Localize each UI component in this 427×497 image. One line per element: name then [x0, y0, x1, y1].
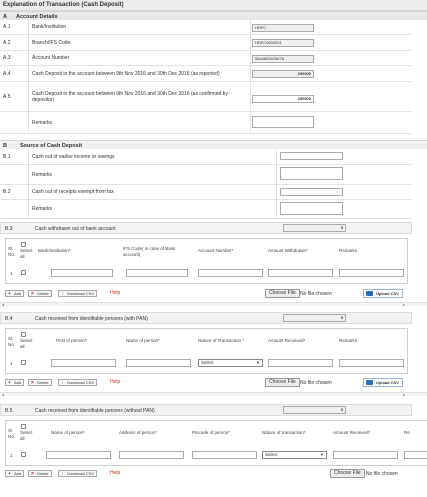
add-button[interactable]: + Add: [5, 379, 24, 386]
section-b-letter: B: [3, 142, 7, 149]
section-b-title: Source of Cash Deposit: [20, 142, 83, 149]
row-b4: [0, 312, 412, 324]
scroll-left-icon: ◂: [2, 392, 5, 397]
col-remarks-partial: Re: [404, 430, 410, 435]
col-ifs: IFS Code( in case of Bank account): [123, 246, 176, 257]
close-icon: ×: [31, 470, 34, 477]
b1-remarks-label: Remarks: [32, 171, 53, 178]
col-amount-received: Amount Received*: [333, 430, 371, 435]
upload-csv-button[interactable]: Upload CSV: [363, 289, 403, 298]
download-csv-button[interactable]: ↓ Download CSV: [58, 379, 97, 386]
col-name: Name of person*: [126, 338, 160, 343]
section-a-header: [0, 11, 427, 20]
chevron-down-icon: ▼: [256, 360, 260, 365]
horizontal-scrollbar[interactable]: [0, 392, 427, 396]
select-all-checkbox[interactable]: [21, 332, 26, 337]
b5-label: Cash received from identifiable persons (without PAN): [35, 408, 155, 414]
bank-institution-field[interactable]: HDFC: [252, 24, 314, 32]
row-a4: [0, 66, 412, 82]
b3-label: Cash withdrawn out of bank account: [35, 226, 116, 232]
row-number: A.4: [3, 70, 11, 77]
b1-amount-field[interactable]: [280, 152, 343, 160]
row-number: 1: [10, 361, 13, 366]
pincode-input[interactable]: [192, 451, 257, 459]
row-number: A.5: [3, 93, 11, 100]
col-pincode: Pincode of person*: [192, 430, 231, 435]
col-amount-withdrawn: Amount Withdrawn*: [268, 248, 308, 253]
col-amount-received: Amount Received*: [268, 338, 306, 343]
amount-withdrawn-input[interactable]: [268, 269, 333, 277]
col-nature: Nature of Transaction *: [198, 338, 245, 343]
help-link[interactable]: Help: [110, 290, 121, 296]
col-pan: PAN of person*: [56, 338, 87, 343]
remarks-input[interactable]: [404, 451, 427, 459]
scroll-right-icon: ▸: [402, 302, 405, 307]
scroll-right-icon: ▸: [402, 392, 405, 397]
account-number-label: Account Number: [32, 55, 70, 61]
address-input[interactable]: [119, 451, 184, 459]
b2-remarks-field[interactable]: [280, 202, 343, 215]
row-a1: [0, 20, 412, 35]
choose-file-button[interactable]: Choose File: [330, 469, 365, 478]
help-link[interactable]: Help: [110, 470, 121, 476]
download-csv-button[interactable]: ↓ Download CSV: [58, 470, 97, 477]
ifs-input[interactable]: [126, 269, 188, 277]
col-sl-no: Sl. No.: [8, 246, 16, 257]
add-button[interactable]: + Add: [5, 470, 24, 477]
row-number: B.2: [3, 189, 11, 195]
row-a3: [0, 51, 412, 66]
row-number: 1: [10, 271, 13, 276]
row-b1: [0, 149, 412, 165]
col-nature: Nature of transaction*: [262, 430, 306, 435]
col-select-all: Select all: [20, 338, 33, 349]
branch-ifs-field[interactable]: HDFC0000001: [252, 39, 314, 47]
branch-ifs-label: Branch/IFS Code: [32, 39, 71, 46]
b1-label: Cash out of earlier income or savings: [32, 153, 115, 160]
delete-button[interactable]: × Delete: [28, 470, 52, 477]
name-input[interactable]: [126, 359, 191, 367]
delete-button[interactable]: × Delete: [28, 290, 52, 297]
row-number: B.3: [5, 226, 13, 232]
help-link[interactable]: Help: [110, 379, 121, 385]
download-csv-button[interactable]: ↓ Download CSV: [58, 290, 97, 297]
cash-deposit-reported-field[interactable]: 250000: [252, 70, 314, 78]
col-remarks: Remarks: [339, 338, 358, 343]
no-file-text: No file chosen: [366, 471, 398, 477]
row-checkbox[interactable]: [21, 360, 26, 365]
upload-icon: [366, 380, 373, 385]
bank-institution-label: Bank/Institution: [32, 24, 67, 30]
row-number: B.1: [3, 153, 11, 160]
section-b-header: [0, 140, 427, 149]
b3-table: [5, 238, 408, 284]
b3-total-field[interactable]: 0: [283, 224, 346, 232]
name-input[interactable]: [46, 451, 111, 459]
row-a5: [0, 82, 412, 112]
col-sl-no: Sl. No.: [8, 336, 16, 347]
select-all-checkbox[interactable]: [21, 424, 26, 429]
b4-total-field[interactable]: 0: [283, 314, 346, 322]
row-number: A.2: [3, 39, 11, 46]
col-select-all: Select all: [20, 430, 33, 441]
col-remarks: Remarks: [339, 248, 358, 253]
b1-remarks-field[interactable]: [280, 167, 343, 180]
upload-csv-button[interactable]: Upload CSV: [363, 378, 403, 387]
section-a-title: Account Details: [16, 13, 58, 20]
account-number-input[interactable]: [198, 269, 263, 277]
plus-icon: +: [8, 290, 11, 297]
row-number: 1: [10, 453, 13, 458]
choose-file-button[interactable]: Choose File: [265, 378, 300, 387]
horizontal-scrollbar[interactable]: [0, 302, 427, 306]
b5-total-field[interactable]: 0: [283, 406, 346, 414]
amount-received-input[interactable]: [333, 451, 398, 459]
chevron-down-icon: ▼: [320, 452, 324, 457]
upload-icon: [366, 291, 373, 296]
cash-deposit-confirmed-label: Cash Deposit in the account between 9th Nov 2016 and 30th Dec 2016 (as confirmed by depositor): [32, 90, 228, 103]
row-b1-remarks: [0, 165, 412, 185]
account-number-field[interactable]: 5544653025676: [252, 55, 314, 63]
col-select-all: Select all: [20, 248, 33, 259]
row-b2: [0, 185, 412, 200]
remarks-label: Remarks: [32, 119, 53, 126]
row-a-remarks: [0, 112, 412, 134]
download-icon: ↓: [61, 470, 64, 477]
b2-label: Cash out of receipts exempt from tax: [32, 189, 114, 195]
no-file-text: No file chosen: [300, 291, 332, 297]
b4-table: [5, 328, 408, 374]
nature-select[interactable]: Select ▼: [262, 451, 327, 459]
row-b5: [0, 404, 412, 416]
row-b2-remarks: [0, 200, 412, 219]
cash-deposit-reported-label: Cash Deposit in the account between 9th Nov 2016 and 30th Dec 2016 (as reported): [32, 70, 220, 77]
row-checkbox[interactable]: [21, 270, 26, 275]
col-address: Address of person*: [119, 430, 158, 435]
section-a-letter: A: [3, 13, 7, 20]
download-icon: ↓: [61, 379, 64, 386]
pan-input[interactable]: [51, 359, 116, 367]
page-title: Explanation of Transaction (Cash Deposit): [0, 0, 427, 11]
remarks-field[interactable]: [252, 116, 314, 128]
b5-table: [5, 420, 427, 466]
select-all-checkbox[interactable]: [21, 242, 26, 247]
scroll-left-icon: ◂: [2, 302, 5, 307]
nature-select[interactable]: Select ▼: [198, 359, 263, 367]
row-b3: [0, 222, 412, 234]
remarks-input[interactable]: [339, 359, 404, 367]
row-checkbox[interactable]: [21, 452, 26, 457]
choose-file-button[interactable]: Choose File: [265, 289, 300, 298]
plus-icon: +: [8, 379, 11, 386]
no-file-text: No file chosen: [300, 380, 332, 386]
remarks-input[interactable]: [339, 269, 404, 277]
add-button[interactable]: + Add: [5, 290, 24, 297]
col-sl-no: Sl. No.: [8, 428, 16, 439]
close-icon: ×: [31, 379, 34, 386]
row-number: A.3: [3, 55, 11, 61]
b2-remarks-label: Remarks: [32, 206, 53, 212]
bank-input[interactable]: [51, 269, 113, 277]
col-account-number: Account Number*: [198, 248, 234, 253]
b4-label: Cash received from identifiable persons (with PAN): [35, 316, 148, 322]
download-icon: ↓: [61, 290, 64, 297]
col-name: Name of person*: [51, 430, 85, 435]
row-number: B.4: [5, 316, 13, 322]
delete-button[interactable]: × Delete: [28, 379, 52, 386]
plus-icon: +: [8, 470, 11, 477]
row-number: A.1: [3, 24, 11, 30]
row-a2: [0, 35, 412, 51]
close-icon: ×: [31, 290, 34, 297]
amount-received-input[interactable]: [268, 359, 333, 367]
b2-amount-field[interactable]: [280, 188, 343, 196]
cash-deposit-confirmed-field[interactable]: 250000: [252, 95, 314, 103]
row-number: B.5: [5, 408, 13, 414]
col-bank: Bank/Institution*: [38, 248, 71, 253]
